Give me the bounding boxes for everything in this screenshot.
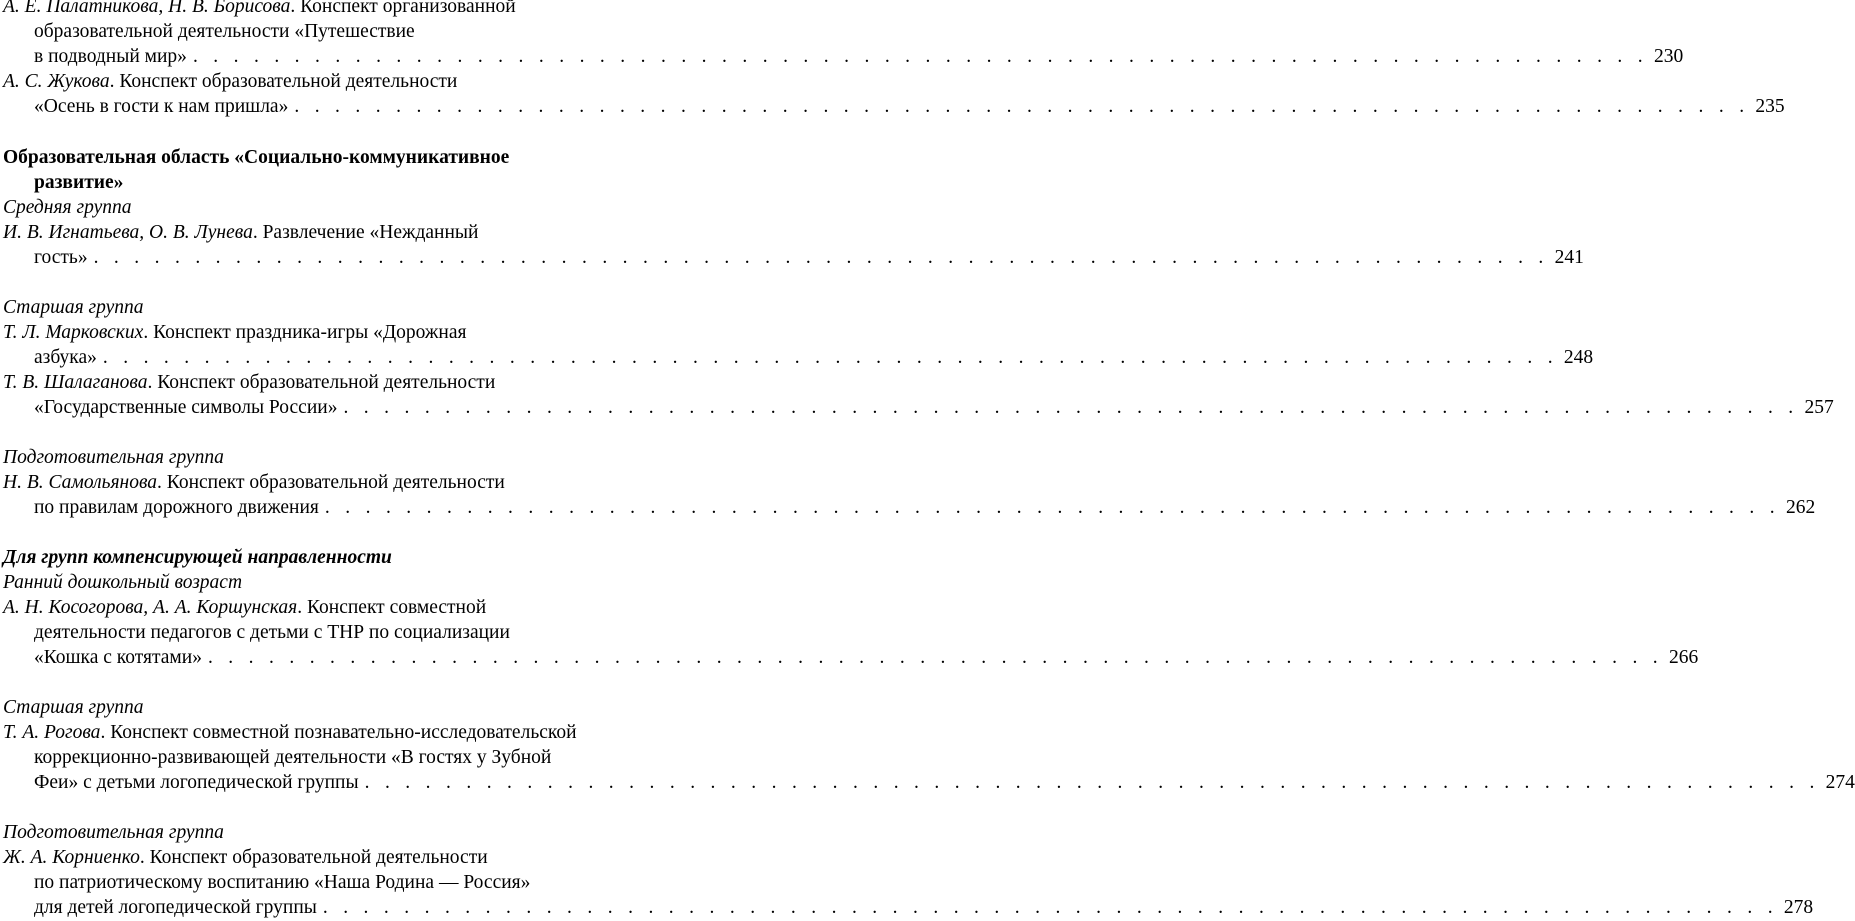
entry-title: образовательной деятельности «Путешествие (34, 21, 415, 42)
entry-authors: Т. В. Шалаганова (3, 372, 148, 393)
entry-authors: Ж. А. Корниенко (3, 847, 140, 868)
section-heading: развитие» (34, 172, 124, 193)
dot-leader: . . . . . . . . . . . . . . . . . . . . . . . . . . . . . . . . . . . . . . . . . . . . . . . . . . . . . . . . . . . . . . . . . . . . . . . . (343, 397, 1799, 418)
toc-entry-line (34, 245, 1584, 270)
page-number: 278 (1783, 897, 1814, 918)
page-number: 274 (1825, 772, 1855, 793)
entry-authors: А. Н. Косогорова, А. А. Коршунская (3, 597, 298, 618)
entry-title: . Конспект образовательной деятельности (139, 847, 488, 868)
toc-entry-line (3, 720, 577, 745)
entry-title: Феи» с детьми логопедической группы (34, 772, 359, 793)
dot-leader: . . . . . . . . . . . . . . . . . . . . . . . . . . . . . . . . . . . . . . . . . . . . . . . . . . . . . . . . . . . . . . . . . . . . . . . . (102, 347, 1558, 368)
toc-entry-line (34, 495, 1816, 520)
group-heading: Подготовительная группа (3, 822, 224, 843)
entry-title: . Развлечение «Нежданный (252, 222, 479, 243)
page-number: 257 (1804, 397, 1834, 418)
toc-entry-line (34, 745, 551, 770)
toc-entry-line (34, 44, 1684, 69)
group-heading: Подготовительная группа (3, 447, 224, 468)
toc-entry-line (3, 69, 457, 94)
page-number: 241 (1554, 247, 1584, 268)
dot-leader: . . . . . . . . . . . . . . . . . . . . . . . . . . . . . . . . . . . . . . . . . . . . . . . . . . . . . . . . . . . . . . . . . . . . . . . . (294, 96, 1750, 117)
toc-entry-line (34, 770, 1855, 795)
page-number: 235 (1755, 96, 1785, 117)
entry-title: . Конспект образовательной деятельности (109, 71, 458, 92)
entry-authors: Н. В. Самольянова (3, 472, 158, 493)
toc-entry-line (34, 19, 415, 44)
dot-leader: . . . . . . . . . . . . . . . . . . . . . . . . . . . . . . . . . . . . . . . . . . . . . . . . . . . . . . . . . . . . . . . . . . . . . . . . (322, 897, 1778, 918)
entry-title: . Конспект праздника-игры «Дорожная (143, 322, 467, 343)
group-heading: Старшая группа (3, 697, 144, 718)
dot-leader: . . . . . . . . . . . . . . . . . . . . . . . . . . . . . . . . . . . . . . . . . . . . . . . . . . . . . . . . . . . . . . . . . . . . . . . . (324, 497, 1780, 518)
toc-entry-line (34, 870, 530, 895)
entry-title: . Конспект образовательной деятельности (157, 472, 505, 493)
entry-title: по патриотическому воспитанию «Наша Родина — Россия» (34, 872, 531, 893)
dot-leader: . . . . . . . . . . . . . . . . . . . . . . . . . . . . . . . . . . . . . . . . . . . . . . . . . . . . . . . . . . . . . . . . . . . . . . . . (93, 247, 1549, 268)
entry-title: . Конспект организованной (290, 0, 516, 17)
page-number: 248 (1563, 347, 1594, 368)
toc-entry-line (34, 895, 1814, 920)
toc-entry-line (34, 94, 1785, 119)
toc-entry-line (34, 345, 1594, 370)
toc-entry-line (3, 845, 488, 870)
entry-authors: А. С. Жукова (3, 71, 110, 92)
entry-title: коррекционно-развивающей деятельности «В гостях у Зубной (34, 747, 552, 768)
section-heading: Для групп компенсирующей направленности (3, 547, 392, 568)
entry-authors: Т. А. Рогова (3, 722, 101, 743)
dot-leader: . . . . . . . . . . . . . . . . . . . . . . . . . . . . . . . . . . . . . . . . . . . . . . . . . . . . . . . . . . . . . . . . . . . . . . . . (364, 772, 1820, 793)
entry-authors: А. Е. Палатникова, Н. В. Борисова (3, 0, 291, 17)
toc-entry-line (3, 370, 495, 395)
entry-title: для детей логопедической группы (34, 897, 317, 918)
entry-title: в подводный мир» (34, 46, 187, 67)
group-heading: Средняя группа (3, 197, 132, 218)
entry-authors: И. В. Игнатьева, О. В. Лунева (3, 222, 253, 243)
entry-title: азбука» (34, 347, 97, 368)
group-heading: Старшая группа (3, 297, 144, 318)
entry-title: . Конспект образовательной деятельности (147, 372, 496, 393)
entry-title: . Конспект совместной познавательно-исследовательской (100, 722, 577, 743)
toc-entry-line (3, 220, 478, 245)
group-heading: Ранний дошкольный возраст (3, 572, 243, 593)
page-number: 266 (1668, 647, 1699, 668)
entry-title: «Кошка с котятами» (34, 647, 202, 668)
page-number: 230 (1653, 46, 1684, 67)
dot-leader: . . . . . . . . . . . . . . . . . . . . . . . . . . . . . . . . . . . . . . . . . . . . . . . . . . . . . . . . . . . . . . . . . . . . . . . . (192, 46, 1648, 67)
toc-entry-line (3, 470, 505, 495)
dot-leader: . . . . . . . . . . . . . . . . . . . . . . . . . . . . . . . . . . . . . . . . . . . . . . . . . . . . . . . . . . . . . . . . . . . . . . . . (207, 647, 1663, 668)
entry-title: «Государственные символы России» (34, 397, 338, 418)
entry-title: . Конспект совместной (297, 597, 487, 618)
entry-title: деятельности педагогов с детьми с ТНР по социализации (34, 622, 510, 643)
toc-entry-line (3, 320, 466, 345)
toc-entry-line (3, 595, 486, 620)
toc-entry-line (34, 620, 510, 645)
section-heading: Образовательная область «Социально-коммуникативное (3, 147, 510, 168)
toc-entry-line (34, 395, 1834, 420)
toc-entry-line (3, 0, 516, 19)
page-number: 262 (1785, 497, 1816, 518)
toc-entry-line (34, 645, 1699, 670)
entry-title: «Осень в гости к нам пришла» (34, 96, 289, 117)
entry-authors: Т. Л. Марковских (3, 322, 144, 343)
entry-title: по правилам дорожного движения (34, 497, 319, 518)
entry-title: гость» (34, 247, 88, 268)
